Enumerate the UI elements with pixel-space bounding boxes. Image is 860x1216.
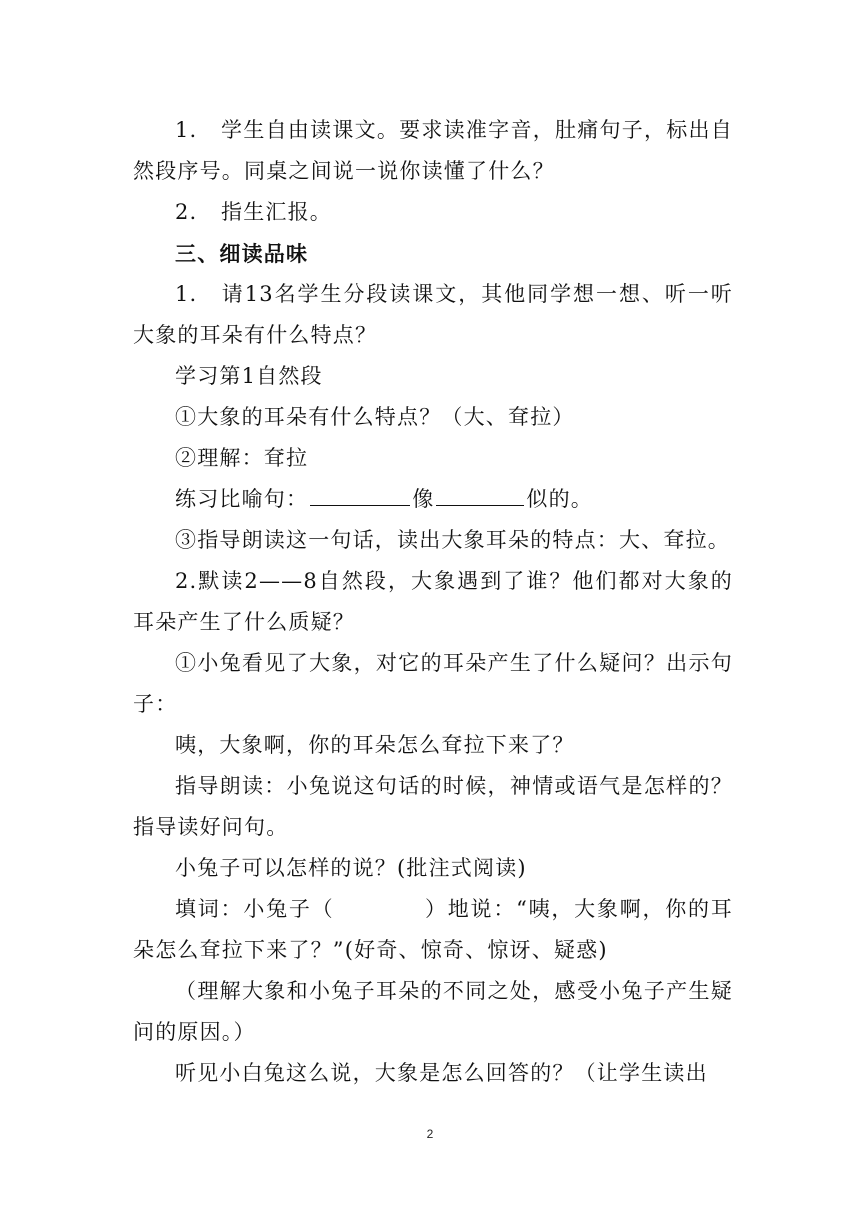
simile-end: 似的。 xyxy=(526,487,594,511)
paragraph-annotated-reading: 小兔子可以怎样的说？(批注式阅读) xyxy=(175,856,527,880)
simile-label: 练习比喻句： xyxy=(175,487,309,511)
paragraph-understand-word: ②理解：耷拉 xyxy=(175,446,309,470)
paragraph-text: 请13名学生分段读课文，其他同学想一想、听一听大象的耳朵有什么特点？ xyxy=(133,282,733,347)
paragraph-text: 学生自由读课文。要求读准字音，肚痛句子，标出自然段序号。同桌之间说一说你读懂了什么？ xyxy=(133,118,733,183)
blank-line xyxy=(310,483,410,506)
item-number: 2. xyxy=(175,200,198,224)
page-body xyxy=(133,110,733,1094)
paragraph-text: 指生汇报。 xyxy=(221,200,332,224)
blank-line xyxy=(436,483,524,506)
paragraph-study-section: 学习第1自然段 xyxy=(175,364,323,388)
paragraph-reading-guidance: 指导朗读：小兔说这句话的时候，神情或语气是怎样的？指导读好问句。 xyxy=(133,774,733,839)
fill-in-prefix: 填词：小兔子（ xyxy=(175,897,335,921)
paragraph-guided-reading: ③指导朗读这一句话，读出大象耳朵的特点：大、耷拉。 xyxy=(175,528,730,552)
page-number: 2 xyxy=(426,1127,434,1141)
paragraph-understanding: （理解大象和小兔子耳朵的不同之处，感受小兔子产生疑问的原因。） xyxy=(133,979,733,1044)
simile-exercise xyxy=(133,479,733,520)
paragraph-silent-reading: 2.默读2——8自然段，大象遇到了谁？他们都对大象的耳朵产生了什么质疑？ xyxy=(133,569,733,634)
fill-in-exercise xyxy=(133,889,733,971)
simile-mid: 像 xyxy=(412,487,435,511)
paragraph-elephant-reply: 听见小白兔这么说，大象是怎么回答的？（让学生读出 xyxy=(175,1061,708,1085)
item-number: 1. xyxy=(175,282,198,306)
item-number: 1. xyxy=(175,118,198,142)
fill-in-suffix: ）地说：“咦，大象啊，你的耳朵怎么耷拉下来了？”(好奇、惊奇、惊讶、疑惑) xyxy=(133,897,733,962)
paragraph-quote: 咦，大象啊，你的耳朵怎么耷拉下来了？ xyxy=(175,733,575,757)
paragraph-report xyxy=(133,192,733,233)
paragraph-read-freely xyxy=(133,110,733,192)
paragraph-rabbit-question: ①小兔看见了大象，对它的耳朵产生了什么疑问？出示句子： xyxy=(133,651,733,716)
paragraph-group-reading xyxy=(133,274,733,356)
paragraph-ear-feature: ①大象的耳朵有什么特点？（大、耷拉） xyxy=(175,405,575,429)
section-heading: 三、细读品味 xyxy=(175,241,309,266)
